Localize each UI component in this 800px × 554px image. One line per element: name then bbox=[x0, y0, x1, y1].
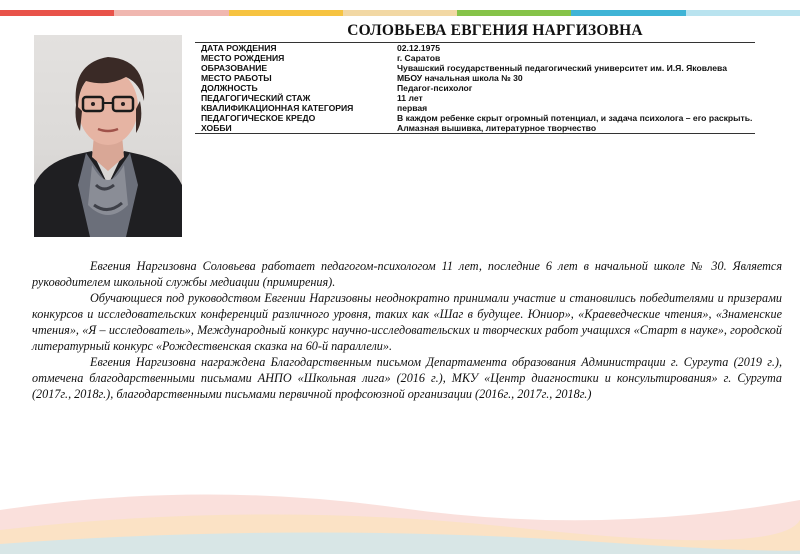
info-label: ОБРАЗОВАНИЕ bbox=[201, 63, 268, 73]
top-bar-segment bbox=[571, 10, 685, 16]
info-value: Педагог-психолог bbox=[397, 83, 473, 93]
top-bar-segment bbox=[0, 10, 114, 16]
bio-paragraph: Евгения Наргизовна награждена Благодарственным письмом Департамента образования Администрации г. Сургута (2019 г.), отмечена благодарственными письмами АНПО «Школьная лига» (2016 г.), МКУ «Центр диагностики и консультирования» г. Сургута (2017г., 2018г.), благодарственными письмами первичной профсоюзной организации (2016г., 2017г., 2018г.) bbox=[32, 355, 782, 401]
top-bar-segment bbox=[457, 10, 571, 16]
personal-info-table bbox=[195, 42, 755, 134]
top-bar-segment bbox=[114, 10, 228, 16]
top-bar-segment bbox=[343, 10, 457, 16]
info-label: МЕСТО РОЖДЕНИЯ bbox=[201, 53, 285, 63]
info-row bbox=[195, 123, 755, 134]
info-value: Алмазная вышивка, литературное творчество bbox=[391, 123, 755, 134]
info-label: ПЕДАГОГИЧЕСКОЕ КРЕДО bbox=[201, 113, 316, 123]
info-label: ДОЛЖНОСТЬ bbox=[201, 83, 258, 93]
bio-paragraph: Обучающиеся под руководством Евгении Наргизовны неоднократно принимали участие и становились победителями и призерами конкурсов и исследовательских конференций различного уровня, таких как «Шаг в будущее. Юниор», «Краеведческие чтения», «Знаменские чтения», «Я – исследователь», Международный конкурс научно-исследовательских и творческих работ учащихся «Старт в науке», городской литературный конкурс «Рождественская сказка на 60-й параллели». bbox=[32, 291, 782, 353]
info-value: Чувашский государственный педагогический университет им. И.Я. Яковлева bbox=[397, 63, 727, 73]
info-value: МБОУ начальная школа № 30 bbox=[397, 73, 523, 83]
info-label: ПЕДАГОГИЧЕСКИЙ СТАЖ bbox=[201, 93, 311, 103]
info-label: ДАТА РОЖДЕНИЯ bbox=[195, 43, 391, 54]
info-value: В каждом ребенке скрыт огромный потенциал, и задача психолога – его раскрыть. bbox=[397, 113, 753, 123]
top-bar-segment bbox=[686, 10, 800, 16]
bio-paragraph: Евгения Наргизовна Соловьева работает педагогом-психологом 11 лет, последние 6 лет в начальной школе № 30. Является руководителем школьной службы медиации (примирения). bbox=[32, 259, 782, 289]
info-label: ХОББИ bbox=[195, 123, 391, 134]
portrait-illustration bbox=[34, 35, 182, 237]
info-row bbox=[195, 83, 755, 93]
top-color-bar bbox=[0, 0, 800, 16]
info-label: МЕСТО РАБОТЫ bbox=[201, 73, 272, 83]
info-row bbox=[195, 113, 755, 123]
info-row bbox=[195, 103, 755, 113]
page-title: СОЛОВЬЕВА ЕВГЕНИЯ НАРГИЗОВНА bbox=[347, 22, 643, 39]
info-row bbox=[195, 53, 755, 63]
biography-text bbox=[32, 258, 782, 402]
info-value: первая bbox=[397, 103, 428, 113]
info-row bbox=[195, 63, 755, 73]
info-value: 11 лет bbox=[397, 93, 423, 103]
top-bar-segment bbox=[229, 10, 343, 16]
info-row bbox=[195, 43, 755, 54]
portrait-photo bbox=[34, 35, 182, 237]
info-row bbox=[195, 93, 755, 103]
decorative-wave bbox=[0, 470, 800, 554]
info-label: КВАЛИФИКАЦИОННАЯ КАТЕГОРИЯ bbox=[201, 103, 354, 113]
info-value: 02.12.1975 bbox=[391, 43, 755, 54]
info-row bbox=[195, 73, 755, 83]
info-value: г. Саратов bbox=[397, 53, 441, 63]
